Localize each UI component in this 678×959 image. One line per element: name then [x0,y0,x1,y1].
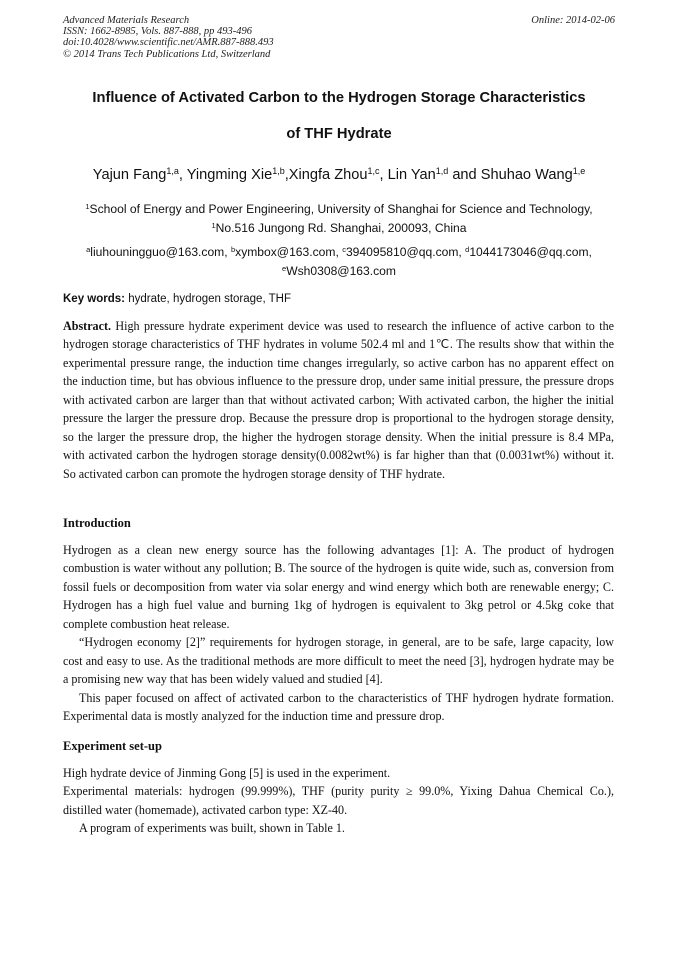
keywords [63,293,618,305]
introduction-heading: Introduction [63,516,131,530]
email-line-2 [50,262,628,281]
paragraph: A program of experiments was built, shown in Table 1. [79,821,345,836]
paragraph: Experimental materials: hydrogen (99.999%), THF (purity purity ≥ 99.0%, Yixing Dahua Chemical Co.), distilled water (homemade), activated carbon type: XZ-40. [63,784,614,817]
affiliation-address: No.516 Jungong Rd. Shanghai, 200093, China [215,221,467,235]
affiliation-line-2 [50,219,628,238]
keywords-label: Key words: [63,293,125,305]
introduction-body [63,541,614,726]
abstract-label: Abstract. [63,319,112,333]
abstract-text: High pressure hydrate experiment device was used to research the influence of active carbon to the hydrogen storage characteristics of THF hydrates in volume 502.4 ml and 1℃. The results show that within the experimental pressure range, the induction time changes irregularly, so active carbon has no apparent effect on the induction time, but has obvious influence to the pressure drop, under same initial pressure, the pressure drops with activated carbon are larger than that without activated carbon; With activated carbon, the higher the initial pressure the larger the pressure drop. Because the pressure drop is proportional to the hydrogen storage density, so the larger the pressure drop, the higher the hydrogen storage density. When the initial pressure is 8.4 MPa, with activated carbon the hydrogen storage density(0.0082wt%) is far higher than that (0.0031wt%) without it. So activated carbon can promote the hydrogen storage density of THF hydrate. [63,319,614,481]
affiliation-mark: 1 [211,221,216,230]
author-separator: , [178,167,187,183]
email-link[interactable]: xymbox@163.com, [235,245,343,259]
affiliation [50,200,628,238]
paper-title-line-1: Influence of Activated Carbon to the Hydrogen Storage Characteristics [92,90,586,106]
paragraph: High hydrate device of Jinming Gong [5] is used in the experiment. [63,766,391,780]
affiliation-line-1 [50,200,628,219]
doi-line: doi:10.4028/www.scientific.net/AMR.887-888.493 [63,37,274,49]
email-link[interactable]: Wsh0308@163.com [286,264,396,278]
keywords-text: hydrate, hydrogen storage, THF [125,293,291,305]
journal-name: Advanced Materials Research [63,15,190,26]
author-separator: and [448,167,481,183]
paragraph: This paper focused on affect of activated carbon to the characteristics of THF hydrogen hydrate formation. Experimental data is mostly analyzed for the induction time and pressure drop. [63,690,614,724]
email-line-1 [50,243,628,262]
paper-title-line-2: of THF Hydrate [286,126,392,142]
author-name: Xingfa Zhou [288,167,368,183]
author-separator: , [379,167,388,183]
email-mark: a [86,245,91,254]
experiment-heading: Experiment set-up [63,739,162,753]
journal-header [63,15,615,60]
author-affiliation-mark: 1,b [272,166,285,176]
online-date: Online: 2014-02-06 [531,15,615,26]
affiliation-text: School of Energy and Power Engineering, University of Shanghai for Science and Technology, [89,202,593,216]
issn-line: ISSN: 1662-8985, Vols. 887-888, pp 493-496 [63,26,252,38]
experiment-body [63,764,614,838]
author-affiliation-mark: 1,d [435,166,449,176]
email-mark: e [282,264,287,273]
email-link[interactable]: liuhouningguo@163.com, [90,245,231,259]
author-name: Shuhao Wang [480,167,573,183]
paragraph: “Hydrogen economy [2]” requirements for hydrogen storage, in general, are to be safe, large capacity, low cost and easy to use. As the traditional methods are more difficult to meet the need [3], hydrogen hydrate may be a promising new way that has been widely valued and studied [4]. [63,635,614,687]
email-mark: c [342,245,346,254]
author-name: Yingming Xie [186,167,273,183]
author-name: Yajun Fang [92,167,167,183]
email-mark: b [230,245,236,254]
email-link[interactable]: 394095810@qq.com, [345,245,466,259]
author-affiliation-mark: 1,e [572,166,586,176]
email-mark: d [465,245,470,254]
author-list [40,167,638,183]
author-affiliation-mark: 1,a [166,166,179,176]
author-separator: , [284,167,289,183]
affiliation-mark: 1 [85,202,90,211]
copyright-line: © 2014 Trans Tech Publications Ltd, Switzerland [63,48,271,60]
email-link[interactable]: 1044173046@qq.com, [469,245,592,259]
email-list [50,243,628,281]
paragraph: Hydrogen as a clean new energy source has the following advantages [1]: A. The product of hydrogen combustion is water without any pollution; B. The source of the hydrogen is quite wide, such as, conversion from fossil fuels or decomposition from water via solar energy and wind energy which both are renewable energy; C. Hydrogen has a high fuel value and burning 1kg of hydrogen is equivalent to 3kg petrol or 4.5kg coke that complete combustion heat release. [63,543,614,631]
abstract [63,317,614,483]
author-affiliation-mark: 1,c [367,166,380,176]
author-name: Lin Yan [387,167,436,183]
